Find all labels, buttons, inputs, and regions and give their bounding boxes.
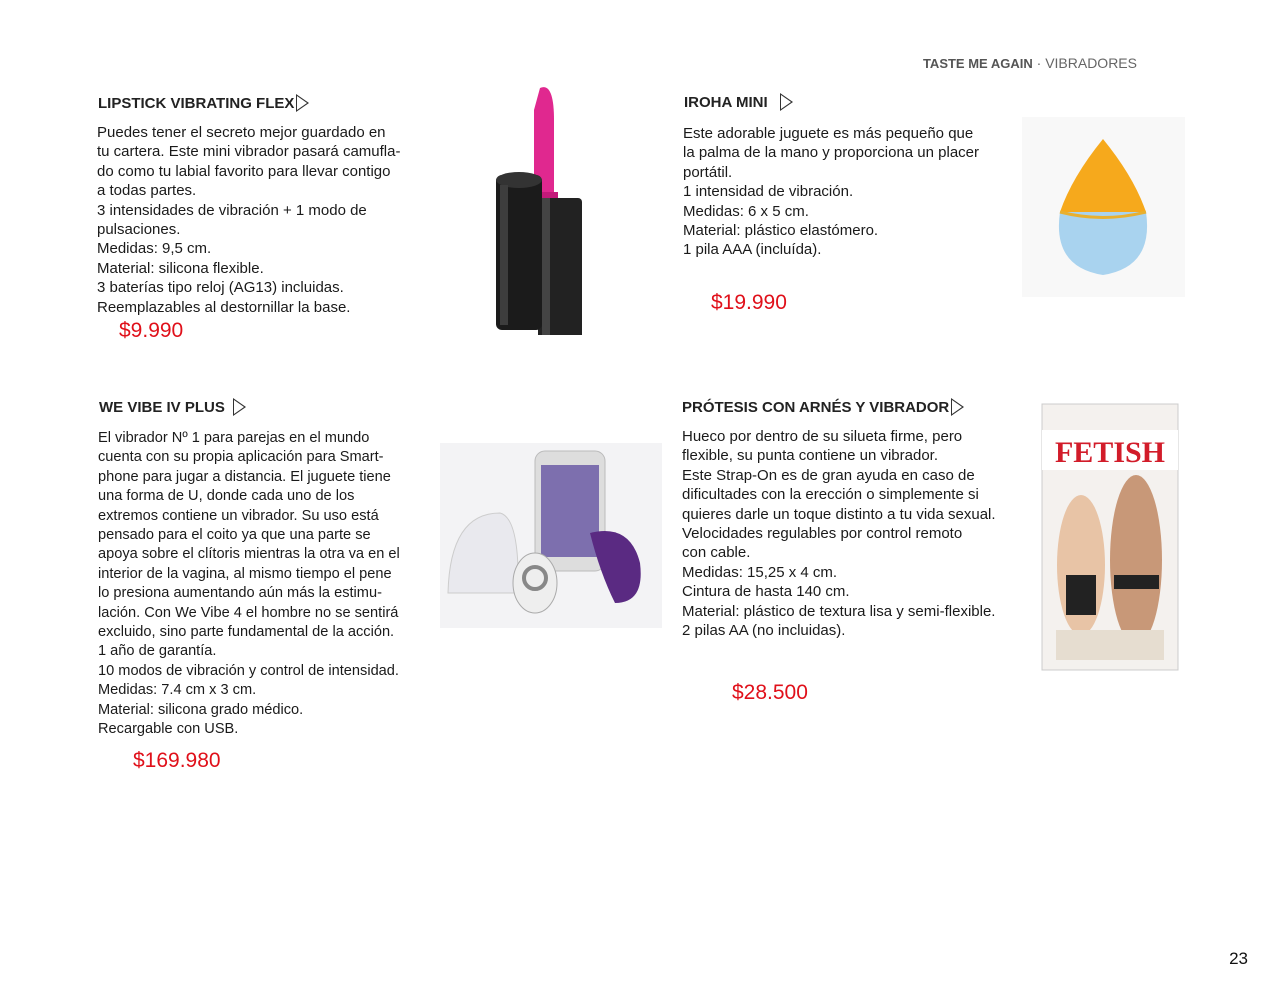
description-line: phone para jugar a distancia. El juguete tiene — [98, 468, 391, 485]
lipstick-vibrator-image — [492, 80, 596, 335]
description-line: 10 modos de vibración y control de intensidad. — [98, 662, 399, 679]
product-price-iroha: $19.990 — [711, 291, 787, 314]
description-line: 1 pila AAA (incluída). — [683, 241, 822, 259]
description-line: quieres darle un toque distinto a tu vida sexual. — [682, 505, 996, 523]
description-line: Este Strap-On es de gran ayuda en caso de — [682, 466, 975, 484]
svg-text:FETISH: FETISH — [1054, 436, 1166, 469]
description-line: 2 pilas AA (no incluidas). — [682, 622, 846, 640]
description-line: Material: plástico de textura lisa y semi-flexible. — [682, 602, 996, 620]
product-price-protesis: $28.500 — [732, 681, 808, 704]
brand: TASTE ME AGAIN — [922, 56, 1033, 71]
product-description-protesis — [682, 427, 996, 640]
description-line: lación. Con We Vibe 4 el hombre no se sentirá — [98, 604, 399, 621]
separator: · — [1032, 55, 1046, 71]
description-line: pensado para el coito ya que una parte se — [98, 527, 371, 544]
description-line: Puedes tener el secreto mejor guardado en — [97, 124, 386, 141]
description-line: Material: silicona grado médico. — [98, 701, 304, 718]
title-text: WE VIBE IV PLUS — [99, 399, 225, 416]
description-line: Velocidades regulables por control remoto — [682, 525, 963, 543]
description-line: cuenta con su propia aplicación para Smart- — [98, 449, 384, 466]
description-line: Material: silicona flexible. — [97, 259, 264, 277]
description-line: Reemplazables al destornillar la base. — [97, 298, 351, 316]
description-line: la palma de la mano y proporciona un placer — [683, 144, 980, 162]
description-line: Medidas: 15,25 x 4 cm. — [682, 563, 838, 581]
product-price-we-vibe: $169.980 — [133, 749, 221, 772]
description-line: El vibrador Nº 1 para parejas en el mundo — [98, 430, 370, 446]
play-triangle-icon — [780, 93, 793, 111]
description-line: Medidas: 7.4 cm x 3 cm. — [98, 682, 257, 699]
product-title-iroha — [684, 93, 793, 111]
description-line: con cable. — [682, 544, 751, 562]
description-line: extremos contiene un vibrador. Su uso está — [98, 507, 379, 524]
description-line: dificultades con la erección o simplemente si — [682, 486, 979, 504]
description-line: 3 baterías tipo reloj (AG13) incluidas. — [97, 279, 344, 297]
product-price-lipstick: $9.990 — [119, 319, 184, 342]
description-line: a todas partes. — [97, 182, 197, 200]
product-title-protesis — [682, 398, 964, 416]
product-title-lipstick — [98, 94, 309, 112]
description-line: tu cartera. Este mini vibrador pasará camufla- — [97, 143, 401, 161]
description-line: portátil. — [683, 163, 733, 181]
product-description-iroha — [683, 124, 979, 260]
product-description-lipstick — [97, 123, 400, 317]
description-line: excluido, sino parte fundamental de la acción. — [98, 624, 395, 641]
description-line: 1 año de garantía. — [98, 643, 217, 660]
description-line: 1 intensidad de vibración. — [683, 183, 854, 201]
title-text: IROHA MINI — [684, 94, 768, 111]
description-line: lo presiona aumentando aún más la estimu- — [98, 585, 382, 602]
description-line: Recargable con USB. — [98, 721, 239, 738]
fetish-strap-on-box-image — [1036, 400, 1181, 675]
title-text: PRÓTESIS CON ARNÉS Y VIBRADOR — [682, 399, 950, 416]
iroha-mini-image — [1022, 117, 1185, 297]
description-line: Medidas: 9,5 cm. — [97, 240, 212, 258]
product-title-we-vibe — [99, 398, 246, 416]
description-line: Material: plástico elastómero. — [683, 222, 879, 240]
description-line: una forma de U, donde cada uno de los — [98, 488, 355, 505]
page-number: 23 — [1229, 949, 1248, 968]
description-line: Este adorable juguete es más pequeño que — [683, 125, 974, 142]
title-text: LIPSTICK VIBRATING FLEX — [98, 95, 295, 112]
description-line: interior de la vagina, al mismo tiempo el pene — [98, 565, 392, 582]
description-line: Medidas: 6 x 5 cm. — [683, 202, 809, 220]
page-header — [923, 55, 1137, 71]
description-line: flexible, su punta contiene un vibrador. — [682, 447, 939, 465]
play-triangle-icon — [951, 398, 964, 416]
section-name: VIBRADORES — [1045, 55, 1137, 71]
description-line: apoya sobre el clítoris mientras la otra va en el — [98, 546, 400, 563]
we-vibe-image — [440, 443, 662, 628]
description-line: 3 intensidades de vibración + 1 modo de — [97, 201, 367, 219]
description-line: Hueco por dentro de su silueta firme, pero — [682, 428, 963, 445]
description-line: Cintura de hasta 140 cm. — [682, 583, 850, 601]
description-line: do como tu labial favorito para llevar contigo — [97, 162, 391, 180]
product-description-we-vibe — [98, 429, 400, 740]
play-triangle-icon — [296, 94, 309, 112]
play-triangle-icon — [233, 398, 246, 416]
description-line: pulsaciones. — [97, 221, 181, 239]
